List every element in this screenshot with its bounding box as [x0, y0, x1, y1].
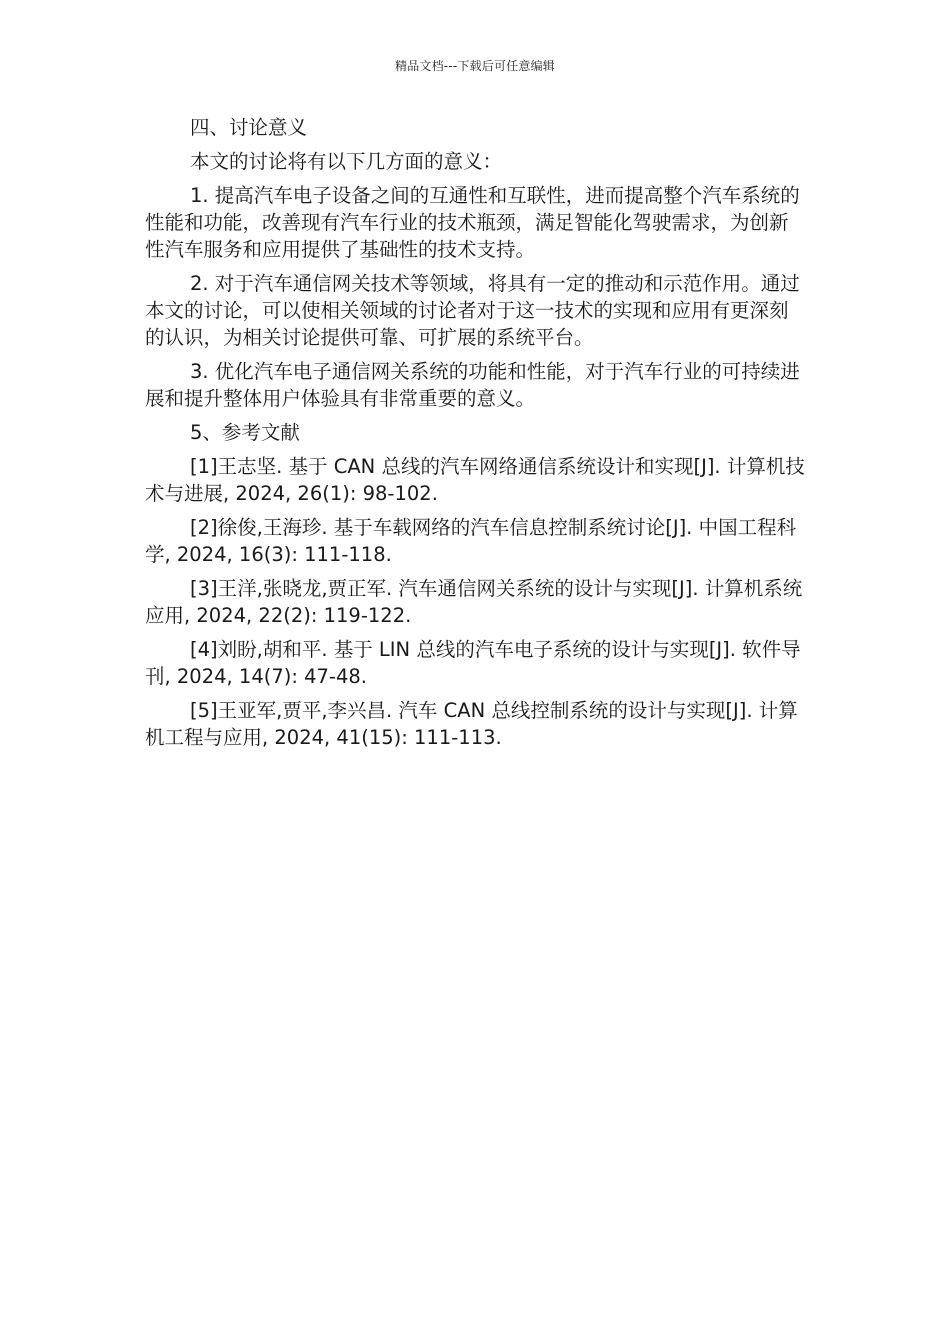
discussion-point-3: 3. 优化汽车电子通信网关系统的功能和性能，对于汽车行业的可持续进展和提升整体用户体验具有非常重要的意义。	[145, 360, 800, 410]
discussion-point-1: 1. 提高汽车电子设备之间的互通性和互联性，进而提高整个汽车系统的性能和功能，改善现有汽车行业的技术瓶颈，满足智能化驾驶需求，为创新性汽车服务和应用提供了基础性的技术支持。	[145, 184, 800, 261]
page-header: 精品文档---下载后可任意编辑	[395, 59, 555, 73]
document-body	[145, 114, 805, 758]
discussion-intro: 本文的讨论将有以下几方面的意义：	[190, 150, 503, 173]
reference-item-1: [1]王志坚. 基于 CAN 总线的汽车网络通信系统设计和实现[J]. 计算机技术与进展, 2024, 26(1): 98-102.	[145, 455, 805, 505]
reference-item-5: [5]王亚军,贾平,李兴昌. 汽车 CAN 总线控制系统的设计与实现[J]. 计算机工程与应用, 2024, 41(15): 111-113.	[145, 699, 798, 749]
discussion-point-2: 2. 对于汽车通信网关技术等领域，将具有一定的推动和示范作用。通过本文的讨论，可以使相关领域的讨论者对于这一技术的实现和应用有更深刻的认识，为相关讨论提供可靠、可扩展的系统平台。	[145, 272, 800, 349]
reference-item-4: [4]刘盼,胡和平. 基于 LIN 总线的汽车电子系统的设计与实现[J]. 软件导刊, 2024, 14(7): 47-48.	[145, 638, 801, 688]
reference-item-3: [3]王洋,张晓龙,贾正军. 汽车通信网关系统的设计与实现[J]. 计算机系统应用, 2024, 22(2): 119-122.	[145, 577, 803, 627]
references-heading: 5、参考文献	[190, 421, 300, 444]
reference-item-2: [2]徐俊,王海珍. 基于车载网络的汽车信息控制系统讨论[J]. 中国工程科学, 2024, 16(3): 111-118.	[145, 516, 797, 566]
discussion-heading: 四、讨论意义	[190, 116, 308, 139]
